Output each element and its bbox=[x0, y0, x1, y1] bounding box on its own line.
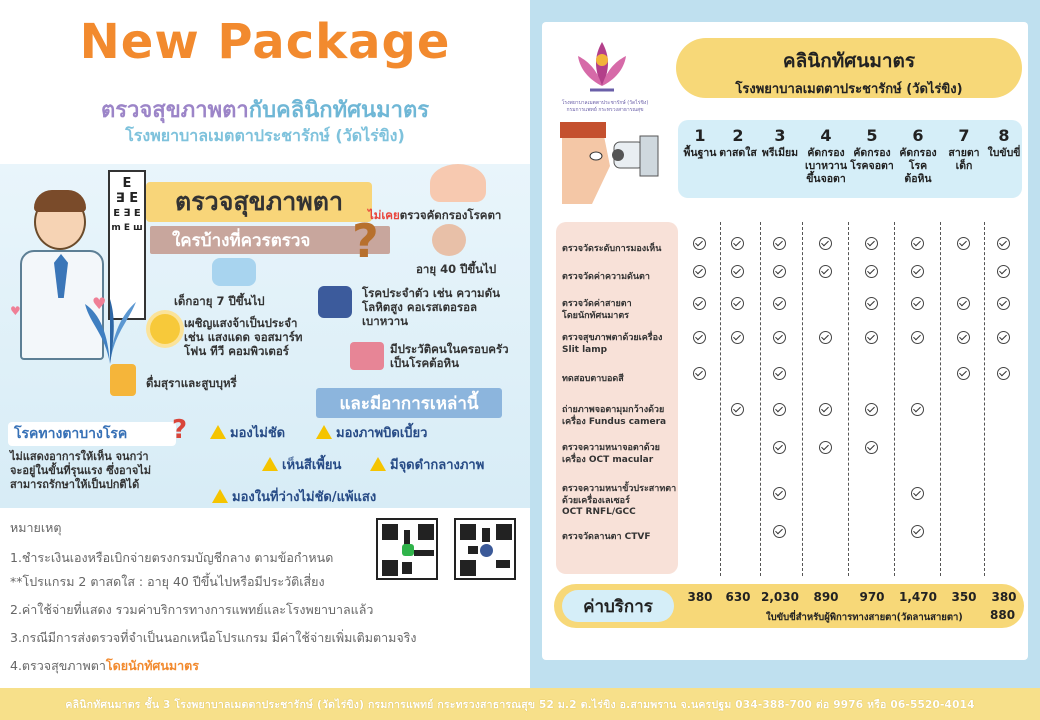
footer-text: คลินิกทัศนมาตร ชั้น 3 โรงพยาบาลเมตตาประชารักษ์ (วัดไร่ขิง) กรมการแพทย์ กระทรวงสาธารณสุข 52 ม.2 ต.ไร่ขิง อ.สามพราน จ.นครปฐม 034-388-700 ต่อ 9976 หรือ 06-5520-4014 bbox=[65, 698, 975, 711]
subtitle-part2: กับคลินิกทัศนมาตร bbox=[248, 98, 430, 123]
package-number: 6 bbox=[912, 126, 924, 145]
price-note: ใบขับขี่สำหรับผู้พิการทางสายตา(วัดลานสายตา) bbox=[766, 612, 963, 623]
disease-text: ไม่แสดงอาการให้เห็น จนกว่า จะอยู่ในขั้นที่รุนแรง ซึ่งอาจไม่ สามารถรักษาให้เป็นปกติได้ bbox=[10, 450, 152, 491]
check-icon bbox=[773, 487, 786, 500]
package-column-header bbox=[716, 126, 760, 160]
package-label: สายตา เด็ก bbox=[948, 147, 980, 172]
check-icon bbox=[773, 367, 786, 380]
family-house-icon bbox=[350, 342, 384, 370]
price-note-value: 880 bbox=[990, 608, 1016, 622]
question-mark-icon: ? bbox=[352, 214, 379, 268]
left-panel bbox=[0, 0, 530, 688]
symptom-item: มองในที่ว่างไม่ชัด/แพ้แสง bbox=[212, 486, 376, 507]
column-divider bbox=[894, 222, 895, 576]
check-icon bbox=[731, 265, 744, 278]
note-item-4: 4.ตรวจสุขภาพตาโดยนักทัศนมาตร bbox=[10, 658, 200, 673]
package-number: 8 bbox=[998, 126, 1010, 145]
check-icon bbox=[957, 331, 970, 344]
package-header bbox=[678, 120, 1022, 198]
plant-icon bbox=[80, 294, 140, 364]
column-divider bbox=[760, 222, 761, 576]
check-icon bbox=[997, 265, 1010, 278]
warning-icon bbox=[210, 425, 226, 439]
beer-icon bbox=[110, 364, 136, 396]
check-icon bbox=[773, 403, 786, 416]
package-label: คัดกรอง โรคต้อหิน bbox=[899, 147, 937, 185]
package-column-header bbox=[896, 126, 940, 186]
alcohol-text: ดื่มสุราและสูบบุหรี่ bbox=[146, 376, 237, 390]
check-icon bbox=[819, 265, 832, 278]
check-icon bbox=[865, 237, 878, 250]
logo-text: โรงพยาบาลเมตตาประชารักษ์ (วัดไร่ขิง) กรมการแพทย์ กระทรวงสาธารณสุข bbox=[561, 100, 649, 113]
check-icon bbox=[911, 265, 924, 278]
column-divider bbox=[802, 222, 803, 576]
page-title: New Package bbox=[79, 14, 451, 70]
package-column-header bbox=[850, 126, 894, 173]
check-icon bbox=[997, 331, 1010, 344]
symptom-item: มีจุดดำกลางภาพ bbox=[370, 454, 484, 475]
column-divider bbox=[848, 222, 849, 576]
check-icon bbox=[773, 441, 786, 454]
check-icon bbox=[865, 331, 878, 344]
package-column-header bbox=[942, 126, 986, 173]
check-icon bbox=[819, 403, 832, 416]
package-price: 380 bbox=[991, 590, 1017, 604]
bp-monitor-icon bbox=[318, 286, 352, 318]
check-icon bbox=[773, 525, 786, 538]
family-text: มีประวัติคนในครอบครัว เป็นโรคต้อหิน bbox=[390, 342, 509, 370]
banner-main: ตรวจสุขภาพตา bbox=[146, 182, 372, 222]
symptom-item: มองไม่ชัด bbox=[210, 422, 285, 443]
subtitle bbox=[0, 92, 530, 127]
right-panel bbox=[530, 0, 1040, 688]
check-icon bbox=[865, 403, 878, 416]
package-table-card bbox=[542, 22, 1028, 660]
heart-icon: ♥ bbox=[10, 304, 21, 318]
check-icon bbox=[997, 297, 1010, 310]
couple-icon bbox=[430, 164, 486, 202]
check-icon bbox=[911, 237, 924, 250]
check-icon bbox=[997, 367, 1010, 380]
check-icon bbox=[957, 237, 970, 250]
eye-exam-illustration-icon bbox=[552, 116, 662, 206]
question-mark-icon: ? bbox=[172, 415, 188, 445]
check-icon bbox=[693, 297, 706, 310]
check-icon bbox=[693, 237, 706, 250]
elderly-icon bbox=[432, 224, 466, 256]
check-icon bbox=[819, 441, 832, 454]
check-icon bbox=[693, 265, 706, 278]
package-label: ตาสดใส bbox=[719, 147, 757, 159]
check-icon bbox=[865, 265, 878, 278]
check-icon bbox=[693, 331, 706, 344]
service-row-label: ตรวจวัดลานตา CTVF bbox=[562, 532, 651, 542]
package-price: 380 bbox=[687, 590, 713, 604]
service-row-label: ตรวจวัดระดับการมองเห็น bbox=[562, 244, 662, 254]
notes-heading: หมายเหตุ bbox=[10, 520, 62, 535]
check-icon bbox=[957, 297, 970, 310]
hospital-logo-icon bbox=[572, 36, 632, 98]
service-row-label: ตรวจวัดค่าความดันตา bbox=[562, 272, 650, 282]
child-text: เด็กอายุ 7 ปีขึ้นไป bbox=[174, 294, 265, 308]
check-icon bbox=[731, 297, 744, 310]
price-bar bbox=[554, 584, 1024, 628]
heart-icon: ♥ bbox=[92, 294, 107, 313]
package-number: 7 bbox=[958, 126, 970, 145]
column-divider bbox=[940, 222, 941, 576]
check-icon bbox=[731, 331, 744, 344]
check-icon bbox=[773, 297, 786, 310]
hospital-name: โรงพยาบาลเมตตาประชารักษ์ (วัดไร่ขิง) bbox=[125, 126, 405, 145]
package-price: 890 bbox=[813, 590, 839, 604]
note-item: **โปรแกรม 2 ตาสดใส : อายุ 40 ปีขึ้นไปหรือมีประวัติเสี่ยง bbox=[10, 574, 325, 589]
poster bbox=[0, 164, 530, 508]
age40-text: อายุ 40 ปีขึ้นไป bbox=[416, 262, 497, 276]
qr-code-facebook[interactable] bbox=[454, 518, 516, 580]
light-text: เผชิญแสงจ้าเป็นประจำ เช่น แสงแดด จอสมาร์ท โฟน ทีวี คอมพิวเตอร์ bbox=[184, 316, 303, 358]
package-label: พื้นฐาน bbox=[683, 147, 717, 159]
package-label: คัดกรอง โรคจอตา bbox=[850, 147, 894, 172]
check-icon bbox=[865, 441, 878, 454]
package-column-header bbox=[804, 126, 848, 186]
check-icon bbox=[957, 367, 970, 380]
package-price: 1,470 bbox=[899, 590, 937, 604]
service-label-column bbox=[556, 222, 678, 574]
package-number: 5 bbox=[866, 126, 878, 145]
note-item: 3.กรณีมีการส่งตรวจที่จำเป็นนอกเหนือโปรแกรม มีค่าใช้จ่ายเพิ่มเติมตามจริง bbox=[10, 630, 417, 645]
service-row-label: ตรวจความหนาจอตาด้วย เครื่อง OCT macular bbox=[562, 443, 660, 465]
subtitle-part1: ตรวจสุขภาพตา bbox=[100, 98, 249, 123]
never-checked: ไม่เคยตรวจคัดกรองโรคตา bbox=[368, 208, 502, 222]
qr-code-line[interactable] bbox=[376, 518, 438, 580]
doctor-hair bbox=[34, 190, 86, 212]
column-divider bbox=[720, 222, 721, 576]
warning-icon bbox=[262, 457, 278, 471]
check-icon bbox=[911, 525, 924, 538]
service-row-label: ตรวจความหนาขั้วประสาทตา ด้วยเครื่องเลเซอร์ OCT RNFL/GCC bbox=[562, 484, 677, 517]
check-icon bbox=[819, 237, 832, 250]
clinic-title: คลินิกทัศนมาตร bbox=[782, 50, 916, 72]
package-column-header bbox=[758, 126, 802, 160]
disease-title: โรคทางตาบางโรค bbox=[8, 422, 176, 446]
check-icon bbox=[997, 237, 1010, 250]
check-icon bbox=[731, 403, 744, 416]
warning-icon bbox=[316, 425, 332, 439]
check-icon bbox=[911, 297, 924, 310]
package-label: ใบขับขี่ bbox=[987, 147, 1021, 159]
sun-icon bbox=[150, 314, 180, 344]
package-price: 2,030 bbox=[761, 590, 799, 604]
check-icon bbox=[865, 297, 878, 310]
check-icon bbox=[911, 403, 924, 416]
package-number: 3 bbox=[774, 126, 786, 145]
symptom-item: เห็นสีเพี้ยน bbox=[262, 454, 341, 475]
package-price: 970 bbox=[859, 590, 885, 604]
check-icon bbox=[911, 487, 924, 500]
warning-icon bbox=[212, 489, 228, 503]
warning-icon bbox=[370, 457, 386, 471]
service-row-label: ถ่ายภาพจอตามุมกว้างด้วย เครื่อง Fundus camera bbox=[562, 405, 667, 427]
package-column-header bbox=[982, 126, 1026, 160]
package-number: 4 bbox=[820, 126, 832, 145]
eye-chart: E ∃ E E ∃ E m E ш bbox=[108, 170, 146, 320]
check-icon bbox=[731, 237, 744, 250]
package-label: พรีเมียม bbox=[761, 147, 799, 159]
price-label: ค่าบริการ bbox=[562, 590, 674, 622]
check-icon bbox=[911, 331, 924, 344]
service-row-label: ตรวจสุขภาพตาด้วยเครื่อง Slit lamp bbox=[562, 333, 663, 355]
service-row-label: ทดสอบตาบอดสี bbox=[562, 374, 624, 384]
check-icon bbox=[819, 331, 832, 344]
clinic-hospital: โรงพยาบาลเมตตาประชารักษ์ (วัดไร่ขิง) bbox=[735, 82, 963, 97]
banner-sub: ใครบ้างที่ควรตรวจ bbox=[150, 226, 390, 254]
symptoms-banner: และมีอาการเหล่านี้ bbox=[316, 388, 502, 418]
note-item: 1.ชำระเงินเองหรือเบิกจ่ายตรงกรมบัญชีกลาง ตามข้อกำหนด bbox=[10, 550, 334, 565]
column-divider bbox=[984, 222, 985, 576]
children-icon bbox=[212, 258, 256, 286]
note-item: 2.ค่าใช้จ่ายที่แสดง รวมค่าบริการทางการแพทย์และโรงพยาบาลแล้ว bbox=[10, 602, 374, 617]
disease-box bbox=[0, 415, 190, 502]
check-icon bbox=[773, 237, 786, 250]
check-icon bbox=[693, 367, 706, 380]
package-price: 630 bbox=[725, 590, 751, 604]
package-number: 2 bbox=[732, 126, 744, 145]
footer bbox=[0, 688, 1040, 720]
symptom-item: มองภาพบิดเบี้ยว bbox=[316, 422, 427, 443]
clinic-banner bbox=[676, 38, 1022, 98]
service-row-label: ตรวจวัดค่าสายตา โดยนักทัศนมาตร bbox=[562, 299, 632, 321]
package-price: 350 bbox=[951, 590, 977, 604]
package-number: 1 bbox=[694, 126, 706, 145]
package-label: คัดกรอง เบาหวาน ขึ้นจอตา bbox=[804, 147, 848, 185]
check-icon bbox=[773, 265, 786, 278]
chronic-text: โรคประจำตัว เช่น ความดัน โลหิตสูง คอเรสเตอรอล เบาหวาน bbox=[362, 286, 500, 328]
check-icon bbox=[773, 331, 786, 344]
